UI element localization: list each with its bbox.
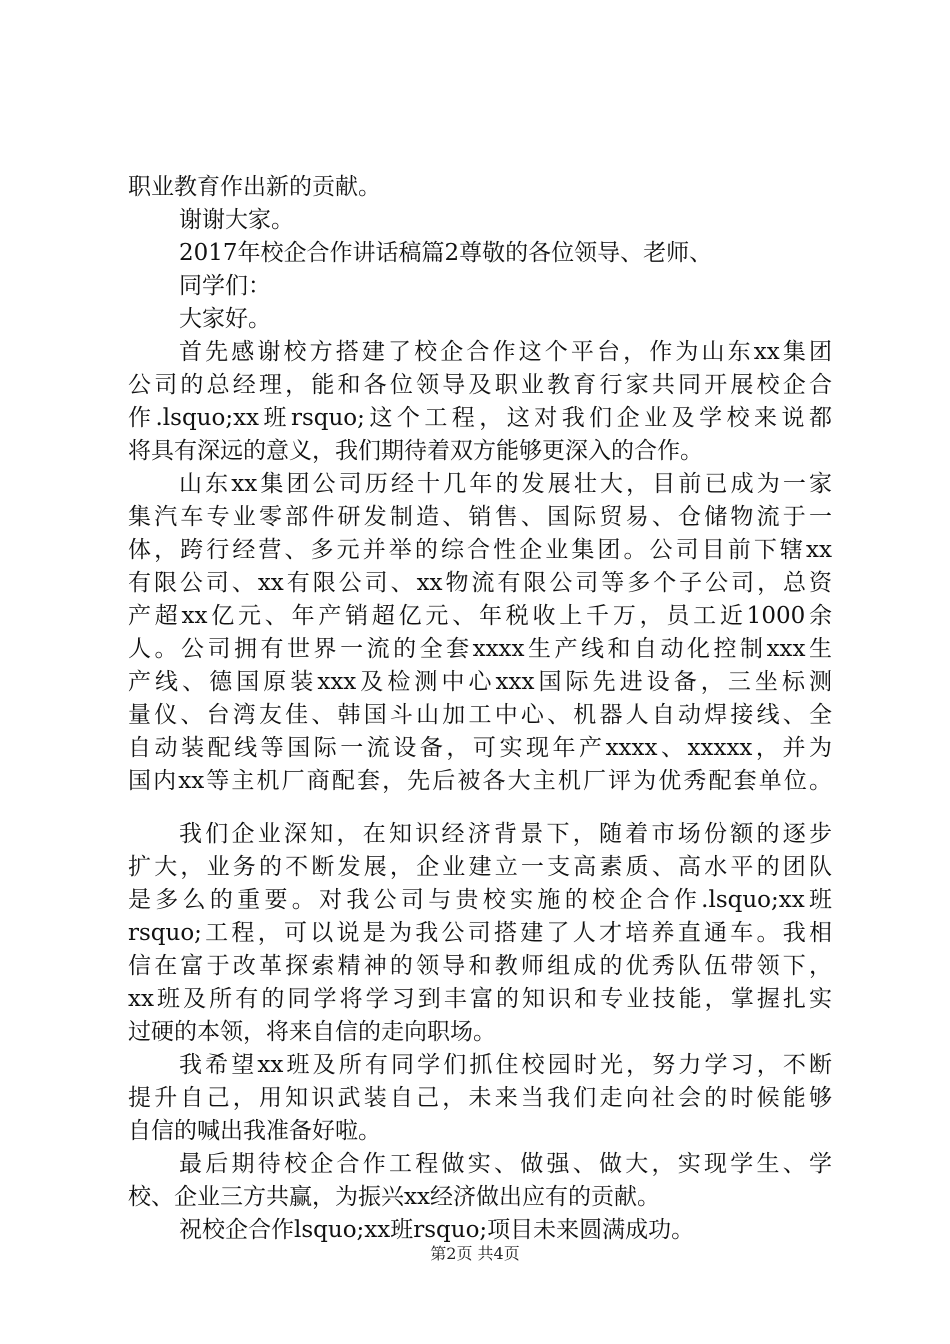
document-body <box>128 171 832 1247</box>
text-line: 是多么的重要。对我公司与贵校实施的校企合作.lsquo;xx班 <box>128 887 832 913</box>
text-line: 体，跨行经营、多元并举的综合性企业集团。公司目前下辖xx <box>128 537 832 563</box>
paragraph-spacer <box>128 798 832 818</box>
text-line: 有限公司、xx有限公司、xx物流有限公司等多个子公司，总资 <box>128 570 832 596</box>
text-line: 人。公司拥有世界一流的全套xxxx生产线和自动化控制xxx生 <box>128 636 832 662</box>
text-line: 提升自己，用知识武装自己，未来当我们走向社会的时候能够 <box>128 1085 832 1111</box>
text-line: 自动装配线等国际一流设备，可实现年产xxxx、xxxxx，并为 <box>128 735 832 761</box>
text-line: 集汽车专业零部件研发制造、销售、国际贸易、仓储物流于一 <box>128 504 832 530</box>
text-line: 信在富于改革探索精神的领导和教师组成的优秀队伍带领下， <box>128 953 832 979</box>
text-line: 2017年校企合作讲话稿篇2尊敬的各位领导、老师、 <box>179 240 713 266</box>
text-line: 作.lsquo;xx班rsquo;这个工程，这对我们企业及学校来说都 <box>128 405 832 431</box>
text-line: 我们企业深知，在知识经济背景下，随着市场份额的逐步 <box>179 821 832 847</box>
text-line: 校、企业三方共赢，为振兴xx经济做出应有的贡献。 <box>128 1184 660 1210</box>
text-line: 大家好。 <box>179 306 271 332</box>
text-line: rsquo;工程，可以说是为我公司搭建了人才培养直通车。我相 <box>128 920 832 946</box>
text-line: 职业教育作出新的贡献。 <box>128 174 381 200</box>
page-number-footer: 第2页 共4页 <box>430 1244 520 1263</box>
text-line: 谢谢大家。 <box>179 207 294 233</box>
text-line: 产线、德国原装xxx及检测中心xxx国际先进设备，三坐标测 <box>128 669 832 695</box>
text-line: 我希望xx班及所有同学们抓住校园时光，努力学习，不断 <box>179 1052 832 1078</box>
text-line: 首先感谢校方搭建了校企合作这个平台，作为山东xx集团 <box>179 339 832 365</box>
text-line: 公司的总经理，能和各位领导及职业教育行家共同开展校企合 <box>128 372 832 398</box>
text-line: 国内xx等主机厂商配套，先后被各大主机厂评为优秀配套单位。 <box>128 768 832 794</box>
text-line: 将具有深远的意义，我们期待着双方能够更深入的合作。 <box>128 438 703 464</box>
text-line: 扩大，业务的不断发展，企业建立一支高素质、高水平的团队 <box>128 854 832 880</box>
text-line: 祝校企合作lsquo;xx班rsquo;项目未来圆满成功。 <box>179 1217 695 1243</box>
text-line: 同学们： <box>179 273 271 299</box>
text-line: 山东xx集团公司历经十几年的发展壮大，目前已成为一家 <box>179 471 832 497</box>
text-line: 量仪、台湾友佳、韩国斗山加工中心、机器人自动焊接线、全 <box>128 702 832 728</box>
text-line: 最后期待校企合作工程做实、做强、做大，实现学生、学 <box>179 1151 832 1177</box>
text-line: xx班及所有的同学将学习到丰富的知识和专业技能，掌握扎实 <box>128 986 832 1012</box>
text-line: 产超xx亿元、年产销超亿元、年税收上千万，员工近1000余 <box>128 603 832 629</box>
text-line: 过硬的本领，将来自信的走向职场。 <box>128 1019 496 1045</box>
text-line: 自信的喊出我准备好啦。 <box>128 1118 381 1144</box>
